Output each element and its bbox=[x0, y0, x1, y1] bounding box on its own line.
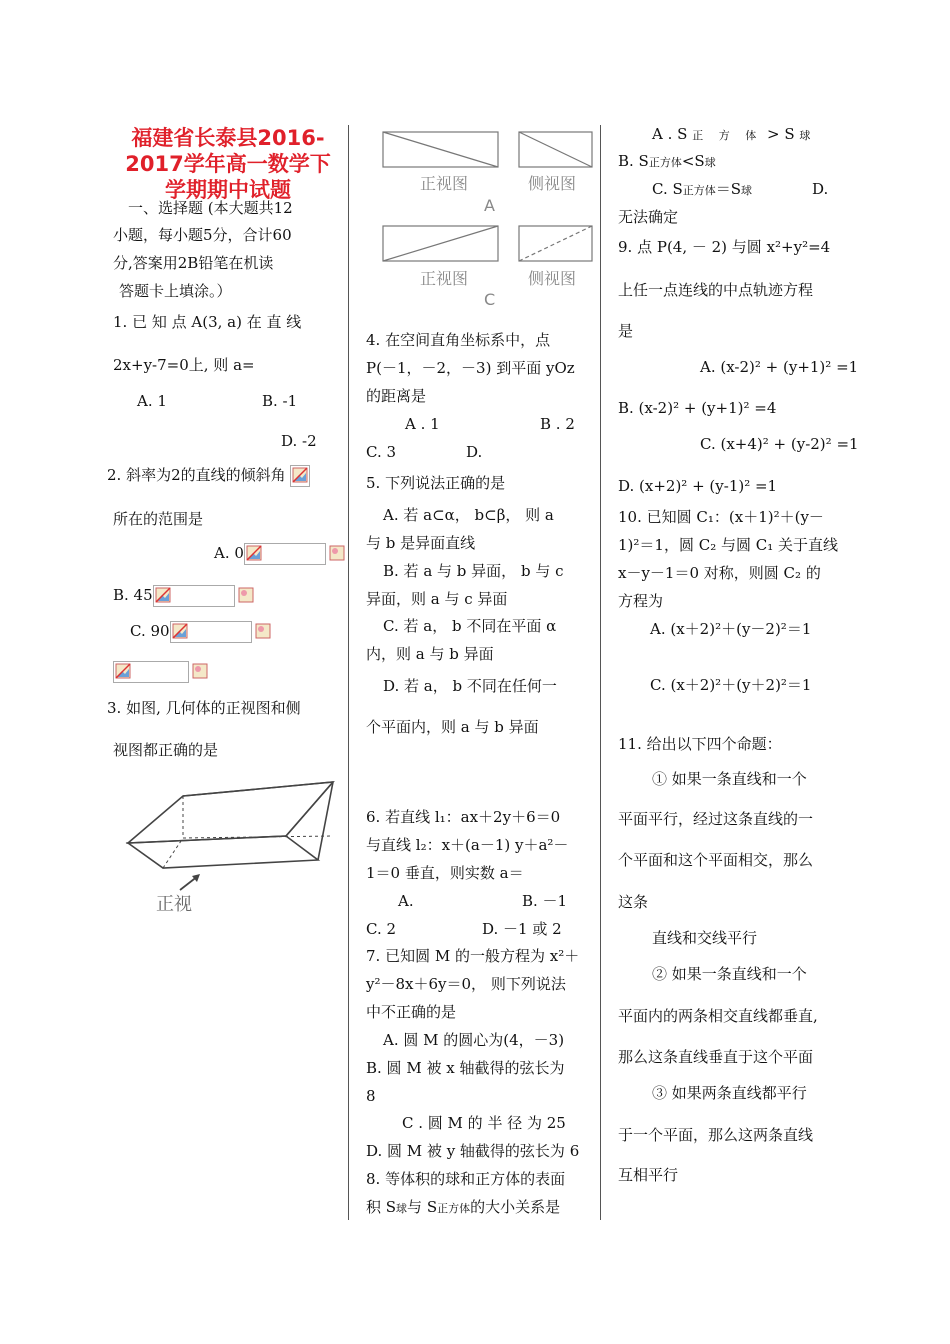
q8-c-sub: 正方体 bbox=[682, 184, 716, 197]
question-9-option-d: D. (x+2)² + (y-1)² =1 bbox=[618, 477, 778, 495]
question-4-stem-line2: P(－1，－2，－3) 到平面 yOz bbox=[366, 359, 575, 377]
view-figure-a-side bbox=[518, 131, 594, 169]
broken-image-icon bbox=[237, 586, 247, 606]
q8-b-sub2: 球 bbox=[704, 156, 716, 169]
question-4-option-a: A . 1 bbox=[405, 415, 440, 433]
caption-front-view-c: 正视图 bbox=[420, 269, 469, 288]
question-9-stem: 9. 点 P(4, － 2) 与圆 x²+y²=4 bbox=[618, 238, 831, 256]
prism-figure bbox=[118, 778, 343, 918]
exam-title-line1: 福建省长泰县2016- bbox=[131, 126, 325, 150]
question-9-option-a: A. (x-2)² + (y+1)² =1 bbox=[700, 358, 859, 376]
view-figure-c-side bbox=[518, 225, 594, 263]
view-figure-c-front bbox=[382, 225, 500, 263]
question-8-option-d: D. bbox=[812, 180, 829, 198]
column-divider-left bbox=[348, 125, 349, 1220]
exam-title-line2: 2017学年高一数学下 bbox=[125, 152, 331, 176]
figure-label-c: C bbox=[484, 290, 496, 309]
question-3-stem-line2: 视图都正确的是 bbox=[113, 741, 219, 759]
proposition-2: ② 如果一条直线和一个 bbox=[652, 965, 807, 983]
question-5-option-b: B. 若 a 与 b 异面， b 与 c bbox=[383, 562, 564, 580]
question-10-stem-line4: 方程为 bbox=[618, 592, 664, 610]
question-5-option-d: D. 若 a， b 不同在任何一 bbox=[383, 677, 557, 695]
proposition-2-line2: 平面内的两条相交直线都垂直, bbox=[618, 1007, 818, 1025]
question-7-option-b: B. 圆 M 被 x 轴截得的弦长为 bbox=[366, 1059, 565, 1077]
broken-image-icon bbox=[191, 662, 201, 682]
question-6-option-d: D. －1 或 2 bbox=[482, 920, 562, 938]
question-2-option-a bbox=[214, 543, 338, 565]
q8-sub-ball: 球 bbox=[396, 1202, 408, 1215]
figure-label-a: A bbox=[484, 196, 495, 215]
question-1-option-b: B. -1 bbox=[262, 392, 298, 410]
question-7-stem: 7. 已知圆 M 的一般方程为 x²＋ bbox=[366, 947, 580, 965]
question-7-option-a: A. 圆 M 的圆心为(4，－3) bbox=[383, 1031, 565, 1049]
question-7-option-b-line2: 8 bbox=[366, 1087, 376, 1105]
question-6-option-a: A. bbox=[398, 892, 414, 910]
question-1-option-d: D. -2 bbox=[281, 432, 317, 450]
question-10-stem-line2: 1)²＝1，圆 C₂ 与圆 C₁ 关于直线 bbox=[618, 536, 839, 554]
broken-image-icon bbox=[170, 621, 252, 643]
question-2-stem-text: 2. 斜率为2的直线的倾斜角 bbox=[107, 466, 286, 484]
question-6-stem-line2: 与直线 l₂：x＋(a－1) y＋a²－ bbox=[366, 836, 569, 854]
q8-b-rel: <S bbox=[681, 152, 705, 170]
proposition-3: ③ 如果两条直线都平行 bbox=[652, 1084, 807, 1102]
question-5-option-d-line2: 个平面内，则 a 与 b 异面 bbox=[366, 718, 539, 736]
q8-a-s: A . S bbox=[652, 125, 688, 143]
proposition-3-line2: 于一个平面，那么这两条直线 bbox=[618, 1126, 814, 1144]
question-3-stem: 3. 如图, 几何体的正视图和侧 bbox=[107, 699, 301, 717]
section-heading-line4: 答题卡上填涂。） bbox=[119, 282, 232, 300]
section-heading-line2: 小题，每小题5分，合计60 bbox=[113, 226, 292, 244]
question-11-stem: 11. 给出以下四个命题： bbox=[618, 735, 782, 753]
question-9-option-c: C. (x+4)² + (y-2)² =1 bbox=[700, 435, 859, 453]
q8-mid-text: 与 S bbox=[407, 1198, 438, 1216]
question-4-stem: 4. 在空间直角坐标系中，点 bbox=[366, 331, 551, 349]
column-divider-right bbox=[600, 125, 601, 1220]
view-figure-a-front bbox=[382, 131, 500, 169]
proposition-1-line3: 个平面和这个平面相交，那么 bbox=[618, 851, 814, 869]
broken-image-icon bbox=[113, 661, 189, 683]
broken-image-icon bbox=[328, 544, 338, 564]
question-2-option-d-image bbox=[113, 661, 201, 683]
question-6-stem-line3: 1＝0 垂直，则实数 a＝ bbox=[366, 864, 524, 882]
question-4-option-d: D. bbox=[466, 443, 483, 461]
proposition-3-line3: 互相平行 bbox=[618, 1166, 679, 1184]
broken-image-icon bbox=[290, 465, 310, 487]
question-8-option-c bbox=[652, 180, 752, 198]
caption-front-view-a: 正视图 bbox=[420, 174, 469, 193]
question-8-option-b bbox=[618, 152, 716, 170]
question-5-option-a-line2: 与 b 是异面直线 bbox=[366, 534, 476, 552]
broken-image-icon bbox=[244, 543, 326, 565]
question-4-option-b: B . 2 bbox=[540, 415, 575, 433]
broken-image-icon bbox=[153, 585, 235, 607]
proposition-1-line2: 平面平行，经过这条直线的一 bbox=[618, 810, 814, 828]
question-9-option-b: B. (x-2)² + (y+1)² =4 bbox=[618, 399, 777, 417]
question-10-option-c: C. (x＋2)²＋(y＋2)²＝1 bbox=[650, 676, 812, 694]
section-heading-line3: 分,答案用2B铅笔在机读 bbox=[113, 254, 274, 272]
question-1-stem: 1. 已 知 点 A(3, a) 在 直 线 bbox=[113, 313, 302, 331]
proposition-1-line5: 直线和交线平行 bbox=[652, 929, 758, 947]
q8-c-s: C. S bbox=[652, 180, 683, 198]
proposition-2-line3: 那么这条直线垂直于这个平面 bbox=[618, 1048, 814, 1066]
q8-c-sub2: 球 bbox=[741, 184, 753, 197]
question-1-option-a: A. 1 bbox=[137, 392, 167, 410]
question-6-option-b: B. －1 bbox=[522, 892, 568, 910]
q8-a-sub2: 球 bbox=[799, 129, 811, 142]
caption-side-view-c: 侧视图 bbox=[528, 269, 577, 288]
question-2-option-b bbox=[113, 585, 247, 607]
question-1-stem-line2: 2x+y-7=0上, 则 a= bbox=[113, 356, 255, 374]
q8-s-symbol: 积 S bbox=[366, 1198, 397, 1216]
question-6-stem: 6. 若直线 l₁：ax＋2y＋6＝0 bbox=[366, 808, 561, 826]
q8-sub-cube: 正方体 bbox=[437, 1202, 471, 1215]
question-4-stem-line3: 的距离是 bbox=[366, 387, 427, 405]
question-10-option-a: A. (x＋2)²＋(y－2)²＝1 bbox=[650, 620, 812, 638]
q8-a-rel: > S bbox=[766, 125, 795, 143]
question-6-option-c: C. 2 bbox=[366, 920, 397, 938]
question-5-stem: 5. 下列说法正确的是 bbox=[366, 474, 506, 492]
option-b-label: B. 45 bbox=[113, 586, 153, 604]
question-5-option-c: C. 若 a， b 不同在平面 α bbox=[383, 617, 557, 635]
question-8-option-a bbox=[652, 125, 810, 143]
question-8-stem-line2 bbox=[366, 1198, 560, 1216]
broken-image-icon bbox=[254, 622, 264, 642]
caption-side-view-a: 侧视图 bbox=[528, 174, 577, 193]
proposition-1-line4: 这条 bbox=[618, 893, 649, 911]
question-7-stem-line3: 中不正确的是 bbox=[366, 1003, 457, 1021]
q8-c-rel: ＝S bbox=[715, 180, 742, 198]
question-10-stem: 10. 已知圆 C₁：(x＋1)²＋(y－ bbox=[618, 508, 824, 526]
q8-b-sub: 正方体 bbox=[648, 156, 682, 169]
front-view-label: 正视 bbox=[156, 894, 192, 915]
proposition-1: ① 如果一条直线和一个 bbox=[652, 770, 807, 788]
q8-b-s: B. S bbox=[618, 152, 649, 170]
question-2-stem-line2: 所在的范围是 bbox=[113, 510, 204, 528]
question-9-stem-line2: 上任一点连线的中点轨迹方程 bbox=[618, 281, 814, 299]
question-8-stem: 8. 等体积的球和正方体的表面 bbox=[366, 1170, 566, 1188]
question-4-option-c: C. 3 bbox=[366, 443, 397, 461]
question-5-option-a: A. 若 a⊂α， b⊂β， 则 a bbox=[383, 506, 554, 524]
question-2-option-c bbox=[130, 621, 264, 643]
exam-title-line3: 学期期中试题 bbox=[165, 178, 291, 202]
question-5-option-b-line2: 异面，则 a 与 c 异面 bbox=[366, 590, 508, 608]
option-a-label: A. 0 bbox=[214, 544, 244, 562]
question-7-option-d: D. 圆 M 被 y 轴截得的弦长为 6 bbox=[366, 1142, 580, 1160]
question-7-option-c: C . 圆 M 的 半 径 为 25 bbox=[402, 1114, 566, 1132]
section-heading: 一、选择题 (本大题共12 bbox=[128, 199, 293, 217]
question-8-option-d-text: 无法确定 bbox=[618, 208, 679, 226]
question-5-option-c-line2: 内，则 a 与 b 异面 bbox=[366, 645, 494, 663]
question-10-stem-line3: x－y－1＝0 对称，则圆 C₂ 的 bbox=[618, 564, 821, 582]
option-c-label: C. 90 bbox=[130, 622, 170, 640]
question-7-stem-line2: y²－8x＋6y＝0， 则下列说法 bbox=[366, 975, 566, 993]
q8-a-sub: 正 方 体 bbox=[692, 129, 763, 142]
q8-tail-text: 的大小关系是 bbox=[470, 1198, 561, 1216]
question-2-stem bbox=[107, 465, 310, 487]
question-9-stem-line3: 是 bbox=[618, 322, 634, 340]
